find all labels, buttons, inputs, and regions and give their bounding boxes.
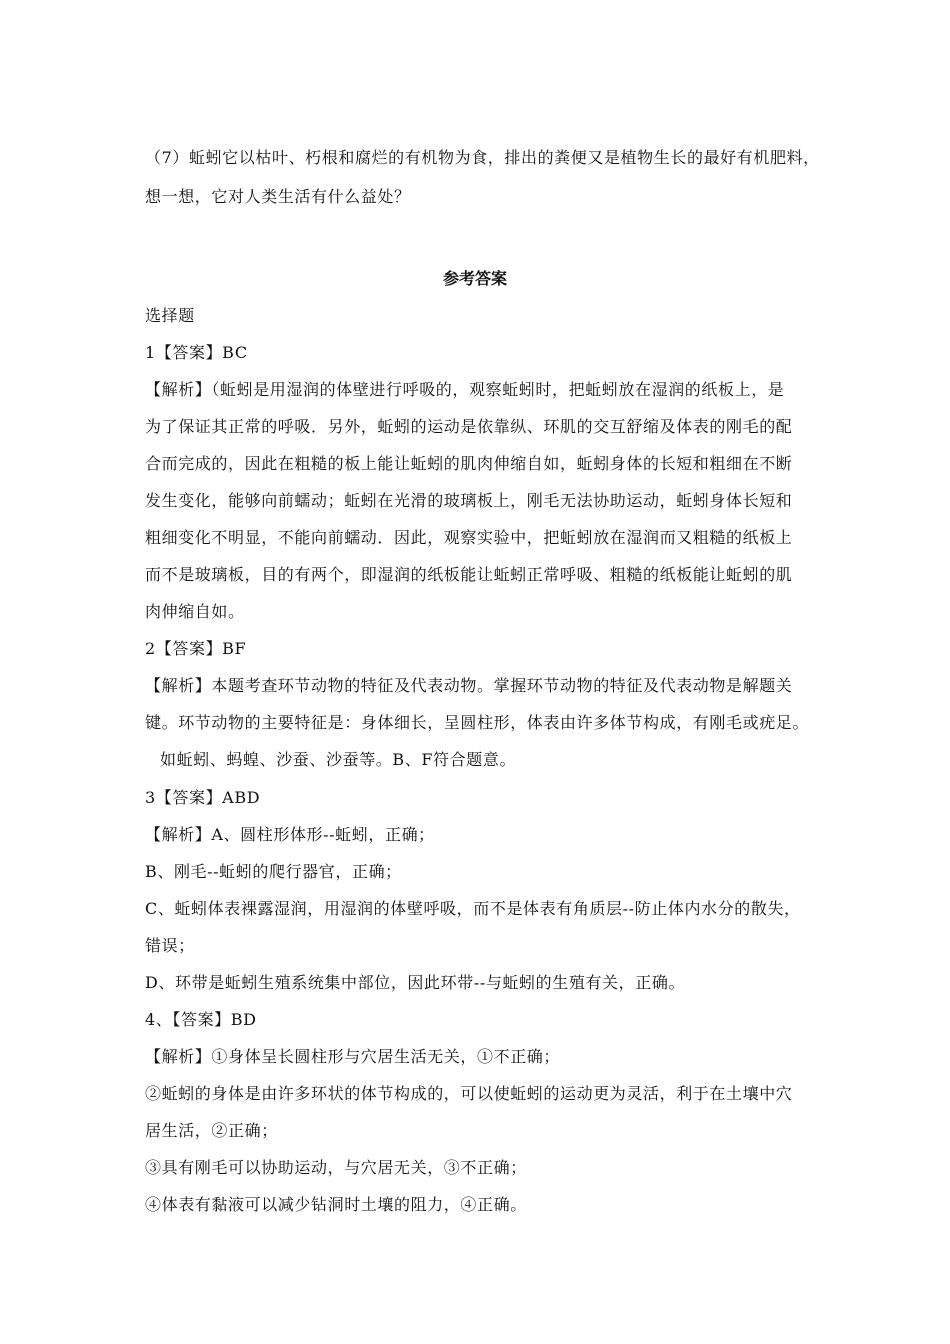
answer-1-analysis-line: 粗细变化不明显，不能向前蠕动．因此，观察实验中，把蚯蚓放在湿润而又粗糙的纸板上 [145,528,793,547]
answer-4-analysis-line: ③具有刚毛可以协助运动，与穴居无关，③不正确； [145,1158,527,1177]
answer-1-analysis-line: 而不是玻璃板，目的有两个，即湿润的纸板能让蚯蚓正常呼吸、粗糙的纸板能让蚯蚓的肌 [145,565,793,584]
answer-2-analysis-line: 如蚯蚓、蚂蝗、沙蚕、沙蚕等。B、F符合题意。 [160,750,517,769]
answer-2-analysis-line: 【解析】本题考查环节动物的特征及代表动物。掌握环节动物的特征及代表动物是解题关 [145,676,793,695]
answer-3-analysis-line: C、蚯蚓体表裸露湿润，用湿润的体壁呼吸，而不是体表有角质层--防止体内水分的散失， [145,899,801,918]
question-7-line-1: （7）蚯蚓它以枯叶、朽根和腐烂的有机物为食，排出的粪便又是植物生长的最好有机肥料， [145,148,820,167]
answer-3-key: 3【答案】ABD [145,788,261,807]
answer-1-analysis-line: 【解析】（蚯蚓是用湿润的体壁进行呼吸的，观察蚯蚓时，把蚯蚓放在湿润的纸板上，是 [145,380,785,399]
answer-3-analysis-line: B、刚毛--蚯蚓的爬行器官，正确； [145,862,402,881]
answer-3-analysis-line: 【解析】A、圆柱形体形--蚯蚓，正确； [145,825,435,844]
answer-3-analysis-line: 错误； [145,936,195,955]
answer-1-analysis-line: 为了保证其正常的呼吸．另外，蚯蚓的运动是依靠纵、环肌的交互舒缩及体表的刚毛的配 [145,417,793,436]
answer-1-analysis-line: 合而完成的，因此在粗糙的板上能让蚯蚓的肌肉伸缩自如，蚯蚓身体的长短和粗细在不断 [145,454,793,473]
section-label: 选择题 [145,306,195,325]
answer-1-key: 1【答案】BC [145,343,248,362]
answer-3-analysis-line: D、环带是蚯蚓生殖系统集中部位，因此环带--与蚯蚓的生殖有关，正确。 [145,973,686,992]
answer-2-analysis-line: 键。环节动物的主要特征是：身体细长，呈圆柱形，体表由许多体节构成，有刚毛或疣足。 [145,713,810,732]
answer-4-analysis-line: ②蚯蚓的身体是由许多环状的体节构成的，可以使蚯蚓的运动更为灵活，利于在土壤中穴 [145,1084,793,1103]
answer-4-analysis-line: ④体表有黏液可以减少钻洞时土壤的阻力，④正确。 [145,1195,527,1214]
answer-4-analysis-line: 【解析】①身体呈长圆柱形与穴居生活无关，①不正确； [145,1047,561,1066]
answer-1-analysis-line: 发生变化，能够向前蠕动；蚯蚓在光滑的玻璃板上，刚毛无法协助运动，蚯蚓身体长短和 [145,491,793,510]
answer-1-analysis-line: 肉伸缩自如。 [145,602,245,621]
answer-4-key: 4、【答案】BD [145,1010,257,1029]
answer-4-analysis-line: 居生活，②正确； [145,1121,278,1140]
answer-2-key: 2【答案】BF [145,639,247,658]
answers-title: 参考答案 [442,269,507,288]
question-7-line-2: 想一想，它对人类生活有什么益处？ [145,187,411,206]
